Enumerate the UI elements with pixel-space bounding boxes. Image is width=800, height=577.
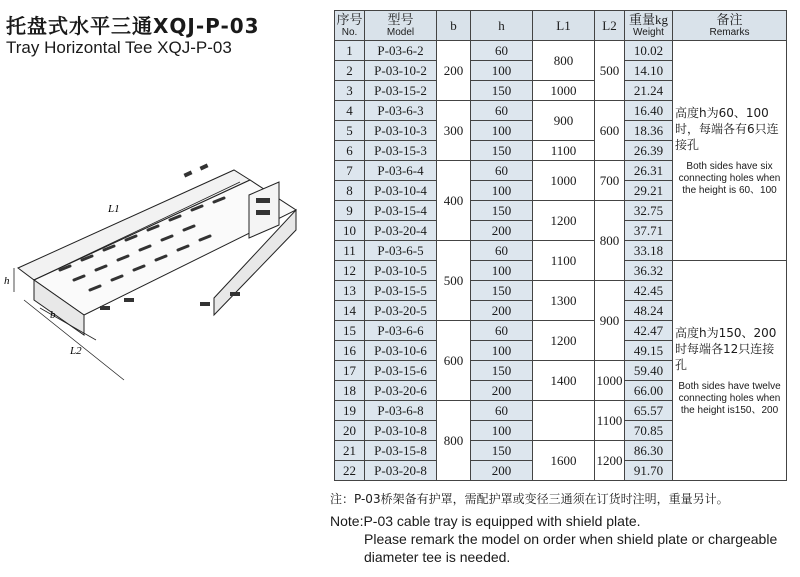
footnote-en-line-1: Note:P-03 cable tray is equipped with shield plate.: [330, 513, 641, 529]
cell-h: 150: [471, 141, 533, 161]
cell-L1: 1000: [533, 81, 595, 101]
cell-no: 1: [335, 41, 365, 61]
cell-b: 600: [437, 321, 471, 401]
remark-cn: 高度h为150、200时每端各12只连接孔: [675, 325, 777, 372]
cell-model: P-03-6-3: [365, 101, 437, 121]
cell-L2: 900: [595, 281, 625, 361]
remarks-cell: [673, 41, 787, 261]
cell-h: 150: [471, 441, 533, 461]
cell-model: P-03-20-6: [365, 381, 437, 401]
cell-b: 800: [437, 401, 471, 481]
cell-no: 13: [335, 281, 365, 301]
cell-h: 100: [471, 181, 533, 201]
cell-model: P-03-10-6: [365, 341, 437, 361]
cell-weight: 86.30: [625, 441, 673, 461]
cell-L1: 1100: [533, 241, 595, 281]
footnote-cn: 注：P-03桥架备有护罩，需配护罩或变径三通须在订货时注明，重量另计。: [330, 492, 729, 506]
cell-no: 4: [335, 101, 365, 121]
cell-b: 400: [437, 161, 471, 241]
cell-no: 18: [335, 381, 365, 401]
cell-weight: 16.40: [625, 101, 673, 121]
cell-h: 100: [471, 421, 533, 441]
cell-model: P-03-15-4: [365, 201, 437, 221]
cell-h: 100: [471, 61, 533, 81]
spec-table: [334, 10, 787, 481]
cell-weight: 32.75: [625, 201, 673, 221]
label-L2: L2: [70, 345, 82, 357]
cell-weight: 36.32: [625, 261, 673, 281]
cell-h: 200: [471, 461, 533, 481]
header-no: 序号 No.: [335, 11, 365, 41]
cell-b: 500: [437, 241, 471, 321]
cell-h: 100: [471, 341, 533, 361]
cell-weight: 48.24: [625, 301, 673, 321]
cell-weight: 49.15: [625, 341, 673, 361]
cell-L2: 700: [595, 161, 625, 201]
cell-h: 150: [471, 361, 533, 381]
cell-b: 200: [437, 41, 471, 101]
label-h: h: [4, 275, 10, 287]
cell-no: 14: [335, 301, 365, 321]
footnote-en-line-2: Please remark the model on order when shield plate or chargeable: [364, 531, 778, 547]
cell-h: 60: [471, 401, 533, 421]
cell-model: P-03-20-4: [365, 221, 437, 241]
cell-L1: 1400: [533, 361, 595, 401]
cell-no: 5: [335, 121, 365, 141]
page-subtitle: Tray Horizontal Tee XQJ-P-03: [6, 38, 232, 57]
cell-no: 21: [335, 441, 365, 461]
cell-weight: 18.36: [625, 121, 673, 141]
cell-L2: 600: [595, 101, 625, 161]
cell-no: 10: [335, 221, 365, 241]
cell-no: 12: [335, 261, 365, 281]
remarks-cell: [673, 261, 787, 481]
header-L1: L1: [533, 11, 595, 41]
cell-L2: 1200: [595, 441, 625, 481]
header-L2: L2: [595, 11, 625, 41]
cell-L1: 1200: [533, 321, 595, 361]
table-body: [335, 41, 787, 481]
cell-no: 16: [335, 341, 365, 361]
cell-weight: 42.45: [625, 281, 673, 301]
header-remarks: 备注 Remarks: [673, 11, 787, 41]
header-b: b: [437, 11, 471, 41]
cell-weight: 14.10: [625, 61, 673, 81]
cell-L1: [533, 401, 595, 441]
cell-model: P-03-6-4: [365, 161, 437, 181]
cell-L1: 1600: [533, 441, 595, 481]
cell-h: 200: [471, 381, 533, 401]
cell-model: P-03-10-2: [365, 61, 437, 81]
cell-model: P-03-10-5: [365, 261, 437, 281]
cell-model: P-03-15-8: [365, 441, 437, 461]
cell-model: P-03-10-4: [365, 181, 437, 201]
cell-h: 200: [471, 301, 533, 321]
remark-cn: 高度h为60、100时，每端各有6只连接孔: [675, 105, 779, 152]
table-header-row: [335, 11, 787, 41]
cell-model: P-03-20-5: [365, 301, 437, 321]
cell-L2: 1000: [595, 361, 625, 401]
cell-L2: 500: [595, 41, 625, 101]
remark-en: Both sides have twelve connecting holes when the height is150、200: [678, 380, 781, 416]
cell-h: 100: [471, 121, 533, 141]
cell-no: 7: [335, 161, 365, 181]
cell-weight: 10.02: [625, 41, 673, 61]
cell-weight: 65.57: [625, 401, 673, 421]
tray-tee-drawing: [4, 140, 309, 390]
cell-weight: 59.40: [625, 361, 673, 381]
label-b: b: [50, 309, 56, 321]
cell-model: P-03-15-6: [365, 361, 437, 381]
cell-weight: 21.24: [625, 81, 673, 101]
cell-model: P-03-15-5: [365, 281, 437, 301]
cell-L1: 1200: [533, 201, 595, 241]
cell-model: P-03-20-8: [365, 461, 437, 481]
cell-h: 100: [471, 261, 533, 281]
cell-model: P-03-15-2: [365, 81, 437, 101]
cell-h: 60: [471, 241, 533, 261]
cell-weight: 29.21: [625, 181, 673, 201]
cell-weight: 33.18: [625, 241, 673, 261]
cell-no: 11: [335, 241, 365, 261]
cell-h: 150: [471, 81, 533, 101]
cell-no: 19: [335, 401, 365, 421]
cell-model: P-03-6-2: [365, 41, 437, 61]
cell-b: 300: [437, 101, 471, 161]
cell-model: P-03-6-6: [365, 321, 437, 341]
cell-no: 22: [335, 461, 365, 481]
cell-L1: 1000: [533, 161, 595, 201]
cell-no: 20: [335, 421, 365, 441]
label-L1: L1: [108, 203, 120, 215]
cell-L1: 800: [533, 41, 595, 81]
cell-model: P-03-10-3: [365, 121, 437, 141]
cell-weight: 70.85: [625, 421, 673, 441]
cell-L1: 1300: [533, 281, 595, 321]
header-h: h: [471, 11, 533, 41]
cell-h: 60: [471, 161, 533, 181]
cell-model: P-03-6-5: [365, 241, 437, 261]
cell-h: 60: [471, 321, 533, 341]
cell-h: 200: [471, 221, 533, 241]
cell-no: 3: [335, 81, 365, 101]
cell-no: 9: [335, 201, 365, 221]
footnote-en-line-3: diameter tee is needed.: [364, 549, 511, 565]
cell-no: 17: [335, 361, 365, 381]
cell-weight: 91.70: [625, 461, 673, 481]
cell-L1: 900: [533, 101, 595, 141]
header-model: 型号 Model: [365, 11, 437, 41]
cell-weight: 37.71: [625, 221, 673, 241]
cell-weight: 26.39: [625, 141, 673, 161]
cell-L2: 1100: [595, 401, 625, 441]
remark-en: Both sides have six connecting holes when the height is 60、100: [678, 160, 781, 196]
header-weight: 重量kg Weight: [625, 11, 673, 41]
cell-no: 2: [335, 61, 365, 81]
table-row: [335, 41, 787, 61]
cell-L2: 800: [595, 201, 625, 281]
page-title: 托盘式水平三通XQJ-P-03: [6, 14, 260, 38]
cell-weight: 26.31: [625, 161, 673, 181]
cell-weight: 42.47: [625, 321, 673, 341]
cell-weight: 66.00: [625, 381, 673, 401]
cell-model: P-03-6-8: [365, 401, 437, 421]
cell-no: 6: [335, 141, 365, 161]
cell-L1: 1100: [533, 141, 595, 161]
cell-h: 60: [471, 101, 533, 121]
cell-no: 8: [335, 181, 365, 201]
cell-no: 15: [335, 321, 365, 341]
cell-model: P-03-15-3: [365, 141, 437, 161]
cell-h: 150: [471, 201, 533, 221]
cell-h: 60: [471, 41, 533, 61]
cell-h: 150: [471, 281, 533, 301]
cell-model: P-03-10-8: [365, 421, 437, 441]
